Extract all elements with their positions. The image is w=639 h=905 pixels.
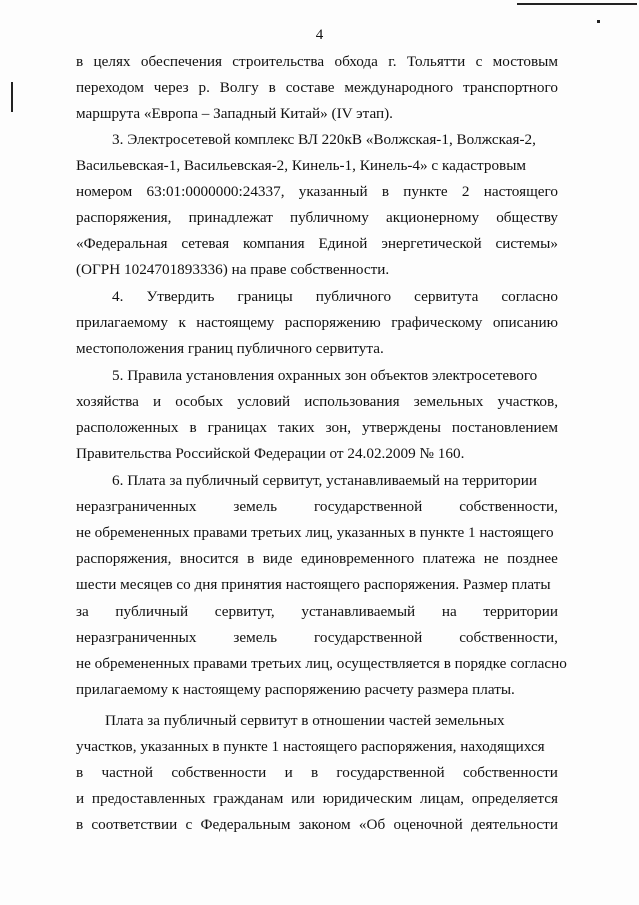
word: описанию bbox=[492, 314, 558, 331]
word: земель bbox=[233, 629, 278, 646]
word: транспортного bbox=[463, 79, 558, 96]
word: виде bbox=[262, 550, 293, 567]
text-line bbox=[76, 53, 558, 71]
word: сервитута bbox=[414, 288, 479, 305]
word: международного bbox=[344, 79, 454, 96]
word: собственности bbox=[462, 764, 558, 781]
word: 4. bbox=[112, 288, 124, 305]
text-line bbox=[76, 79, 558, 97]
scan-mark-dot bbox=[597, 20, 600, 23]
word: соответствии bbox=[91, 816, 178, 833]
word: энергетической bbox=[381, 235, 482, 252]
word: и bbox=[284, 764, 293, 781]
word: земельных bbox=[413, 393, 484, 410]
scan-mark-top-right bbox=[517, 3, 637, 5]
word: в bbox=[310, 764, 319, 781]
word: в bbox=[76, 816, 84, 833]
word: земель bbox=[233, 498, 278, 515]
word: распоряжения, bbox=[76, 209, 172, 226]
text-line bbox=[76, 764, 558, 782]
word: обществу bbox=[496, 209, 558, 226]
word: публичный bbox=[115, 603, 189, 620]
word: в bbox=[247, 550, 255, 567]
text-line: шести месяцев со дня принятия настоящего распоряжения. Размер платы bbox=[76, 576, 551, 593]
word: Тольятти bbox=[406, 53, 466, 70]
text-line bbox=[76, 550, 558, 568]
word: условий bbox=[237, 393, 291, 410]
word: собственности bbox=[171, 764, 267, 781]
word: неразграниченных bbox=[76, 498, 197, 515]
page-number: 4 bbox=[315, 27, 324, 43]
word: в bbox=[189, 419, 197, 436]
word: настоящему bbox=[196, 314, 275, 331]
word: 63:01:0000000:24337, bbox=[146, 183, 285, 200]
word: или bbox=[291, 790, 315, 807]
text-line: (ОГРН 1024701893336) на праве собственности. bbox=[76, 261, 390, 278]
word: в bbox=[381, 183, 389, 200]
word: графическому bbox=[391, 314, 483, 331]
text-line bbox=[112, 288, 558, 306]
word: границах bbox=[207, 419, 267, 436]
word: территории bbox=[483, 603, 558, 620]
word: определяется bbox=[471, 790, 558, 807]
word: платежа bbox=[422, 550, 476, 567]
word: с bbox=[475, 53, 483, 70]
word: не bbox=[483, 550, 499, 567]
word: согласно bbox=[501, 288, 558, 305]
word: таких bbox=[277, 419, 315, 436]
word: оценочной bbox=[393, 816, 463, 833]
word: настоящего bbox=[483, 183, 558, 200]
word: на bbox=[441, 603, 457, 620]
word: в bbox=[76, 53, 84, 70]
word: единовременного bbox=[300, 550, 415, 567]
word: устанавливаемый bbox=[301, 603, 416, 620]
word: законом bbox=[298, 816, 351, 833]
word: собственности, bbox=[459, 498, 558, 515]
text-line: 3. Электросетевой комплекс ВЛ 220кВ «Волжская-1, Волжская-2, bbox=[112, 131, 536, 148]
scan-mark-left bbox=[11, 82, 13, 112]
word: постановлением bbox=[451, 419, 558, 436]
text-line bbox=[76, 419, 558, 437]
word: компания bbox=[242, 235, 305, 252]
text-line: прилагаемому к настоящему распоряжению расчету размера платы. bbox=[76, 681, 515, 698]
word: расположенных bbox=[76, 419, 179, 436]
word: строительства bbox=[232, 53, 325, 70]
text-line: не обремененных правами третьих лиц, указанных в пункте 1 настоящего bbox=[76, 524, 554, 541]
text-line bbox=[76, 314, 558, 332]
word: к bbox=[178, 314, 186, 331]
word: государственной bbox=[313, 498, 423, 515]
word: распоряжения, bbox=[76, 550, 172, 567]
word: предоставленных bbox=[91, 790, 206, 807]
word: использования bbox=[304, 393, 400, 410]
word: переходом bbox=[76, 79, 144, 96]
word: обхода bbox=[334, 53, 378, 70]
word: Единой bbox=[318, 235, 368, 252]
word: особых bbox=[175, 393, 224, 410]
text-line: маршрута «Европа – Западный Китай» (IV этап). bbox=[76, 105, 393, 122]
word: государственной bbox=[313, 629, 423, 646]
word: 2 bbox=[461, 183, 470, 200]
word: составе bbox=[285, 79, 335, 96]
word: утверждены bbox=[361, 419, 441, 436]
word: хозяйства bbox=[76, 393, 139, 410]
text-line bbox=[76, 183, 558, 201]
word: целях bbox=[93, 53, 131, 70]
text-line bbox=[76, 790, 558, 808]
word: системы» bbox=[495, 235, 558, 252]
word: указанный bbox=[298, 183, 368, 200]
word: публичного bbox=[315, 288, 392, 305]
word: с bbox=[185, 816, 193, 833]
word: Федеральным bbox=[200, 816, 291, 833]
word: и bbox=[152, 393, 162, 410]
word: публичному bbox=[289, 209, 369, 226]
text-line bbox=[76, 393, 558, 411]
word: Утвердить bbox=[146, 288, 215, 305]
text-line: Плата за публичный сервитут в отношении частей земельных bbox=[105, 712, 505, 729]
word: «Об bbox=[358, 816, 386, 833]
word: зон, bbox=[325, 419, 351, 436]
word: государственной bbox=[336, 764, 445, 781]
text-line bbox=[76, 603, 558, 621]
text-line bbox=[76, 209, 558, 227]
word: через bbox=[153, 79, 189, 96]
text-line: 5. Правила установления охранных зон объектов электросетевого bbox=[112, 367, 538, 384]
word: юридическим bbox=[322, 790, 413, 807]
word: вносится bbox=[179, 550, 239, 567]
word: г. bbox=[388, 53, 397, 70]
text-line: 6. Плата за публичный сервитут, устанавливаемый на территории bbox=[112, 472, 538, 489]
word: Волгу bbox=[219, 79, 259, 96]
word: и bbox=[76, 790, 85, 807]
word: частной bbox=[101, 764, 154, 781]
text-line: Васильевская-1, Васильевская-2, Кинель-1, Кинель-4» с кадастровым bbox=[76, 157, 527, 174]
word: собственности, bbox=[459, 629, 558, 646]
word: лицам, bbox=[420, 790, 464, 807]
text-line: местоположения границ публичного сервитута. bbox=[76, 340, 384, 357]
word: принадлежат bbox=[188, 209, 273, 226]
word: за bbox=[76, 603, 89, 620]
word: сервитут, bbox=[214, 603, 275, 620]
text-line: не обремененных правами третьих лиц, осуществляется в порядке согласно bbox=[76, 655, 567, 672]
word: неразграниченных bbox=[76, 629, 197, 646]
word: прилагаемому bbox=[76, 314, 168, 331]
word: позднее bbox=[507, 550, 558, 567]
word: пункте bbox=[403, 183, 448, 200]
word: в bbox=[268, 79, 276, 96]
word: номером bbox=[76, 183, 133, 200]
word: в bbox=[76, 764, 84, 781]
text-line: Правительства Российской Федерации от 24.02.2009 № 160. bbox=[76, 445, 465, 462]
text-line: участков, указанных в пункте 1 настоящего распоряжения, находящихся bbox=[76, 738, 545, 755]
word: акционерному bbox=[385, 209, 480, 226]
text-line bbox=[76, 816, 558, 834]
word: р. bbox=[198, 79, 210, 96]
word: сетевая bbox=[181, 235, 230, 252]
word: «Федеральная bbox=[76, 235, 168, 252]
word: гражданам bbox=[213, 790, 284, 807]
word: обеспечения bbox=[140, 53, 222, 70]
text-line bbox=[76, 498, 558, 516]
text-line bbox=[76, 629, 558, 647]
word: распоряжению bbox=[284, 314, 381, 331]
word: мостовым bbox=[492, 53, 558, 70]
text-line bbox=[76, 235, 558, 253]
word: участков, bbox=[497, 393, 558, 410]
word: деятельности bbox=[471, 816, 558, 833]
word: границы bbox=[237, 288, 293, 305]
